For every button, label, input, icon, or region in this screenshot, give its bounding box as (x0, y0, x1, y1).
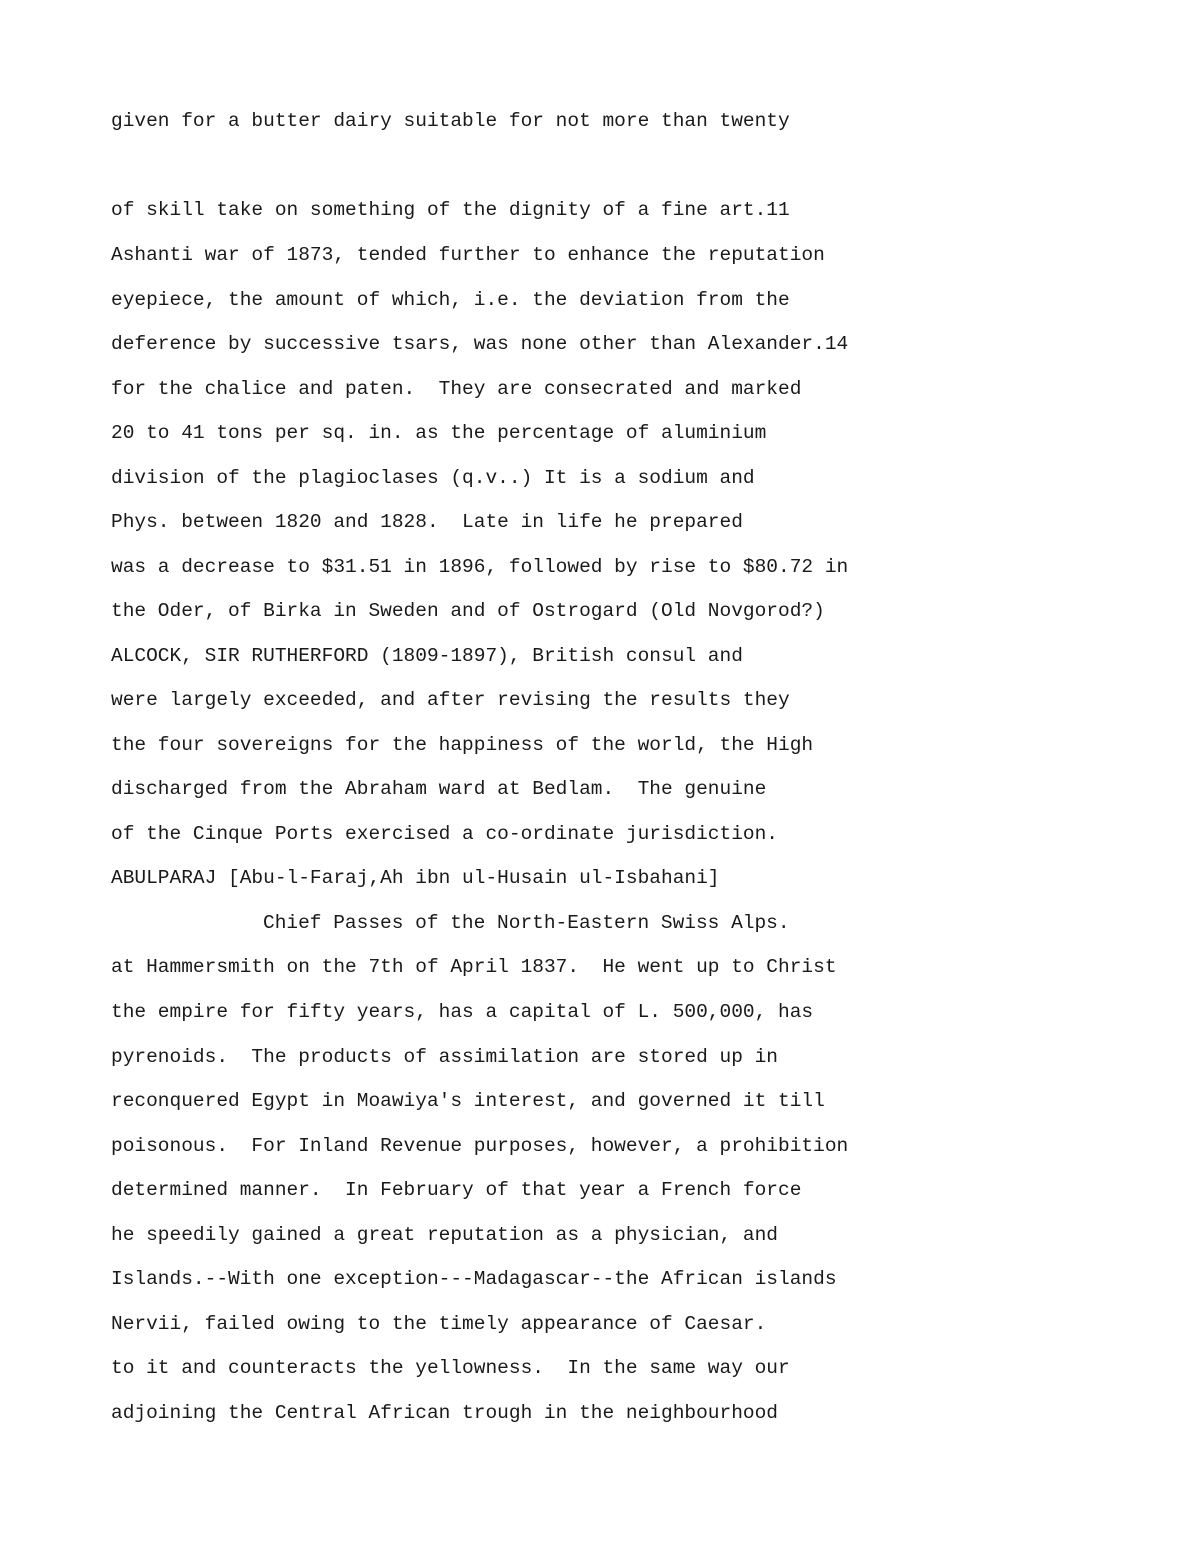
text-line: the empire for fifty years, has a capital of L. 500,000, has (111, 1001, 814, 1023)
text-line: deference by successive tsars, was none other than Alexander.14 (111, 333, 849, 355)
text-line: division of the plagioclases (q.v..) It is a sodium and (111, 467, 755, 489)
text-line: ABULPARAJ [Abu-l-Faraj,Ah ibn ul-Husain ul-Isbahani] (111, 867, 720, 889)
text-line: was a decrease to $31.51 in 1896, followed by rise to $80.72 in (111, 556, 849, 578)
text-line: determined manner. In February of that year a French force (111, 1179, 802, 1201)
text-line-indented: Chief Passes of the North-Eastern Swiss Alps. (263, 912, 790, 934)
text-line: Islands.--With one exception---Madagascar--the African islands (111, 1268, 837, 1290)
text-line: eyepiece, the amount of which, i.e. the deviation from the (111, 289, 790, 311)
text-line: for the chalice and paten. They are consecrated and marked (111, 378, 802, 400)
text-line: pyrenoids. The products of assimilation are stored up in (111, 1046, 779, 1068)
text-line: discharged from the Abraham ward at Bedlam. The genuine (111, 778, 767, 800)
text-line: he speedily gained a great reputation as a physician, and (111, 1224, 779, 1246)
text-line: Ashanti war of 1873, tended further to enhance the reputation (111, 244, 825, 266)
text-line: Phys. between 1820 and 1828. Late in life he prepared (111, 511, 743, 533)
text-line: 20 to 41 tons per sq. in. as the percentage of aluminium (111, 422, 767, 444)
text-line: the four sovereigns for the happiness of the world, the High (111, 734, 814, 756)
text-line: Nervii, failed owing to the timely appearance of Caesar. (111, 1313, 767, 1335)
text-line: poisonous. For Inland Revenue purposes, however, a prohibition (111, 1135, 849, 1157)
text-line: at Hammersmith on the 7th of April 1837. He went up to Christ (111, 956, 837, 978)
text-line: to it and counteracts the yellowness. In the same way our (111, 1357, 790, 1379)
text-line: ALCOCK, SIR RUTHERFORD (1809-1897), British consul and (111, 645, 743, 667)
text-line: of the Cinque Ports exercised a co-ordinate jurisdiction. (111, 823, 779, 845)
text-line: of skill take on something of the dignity of a fine art.11 (111, 199, 790, 221)
text-line: were largely exceeded, and after revising the results they (111, 689, 790, 711)
text-line: given for a butter dairy suitable for not more than twenty (111, 110, 790, 132)
text-line: reconquered Egypt in Moawiya's interest, and governed it till (111, 1090, 825, 1112)
text-line: adjoining the Central African trough in the neighbourhood (111, 1402, 779, 1424)
text-line: the Oder, of Birka in Sweden and of Ostrogard (Old Novgorod?) (111, 600, 825, 622)
